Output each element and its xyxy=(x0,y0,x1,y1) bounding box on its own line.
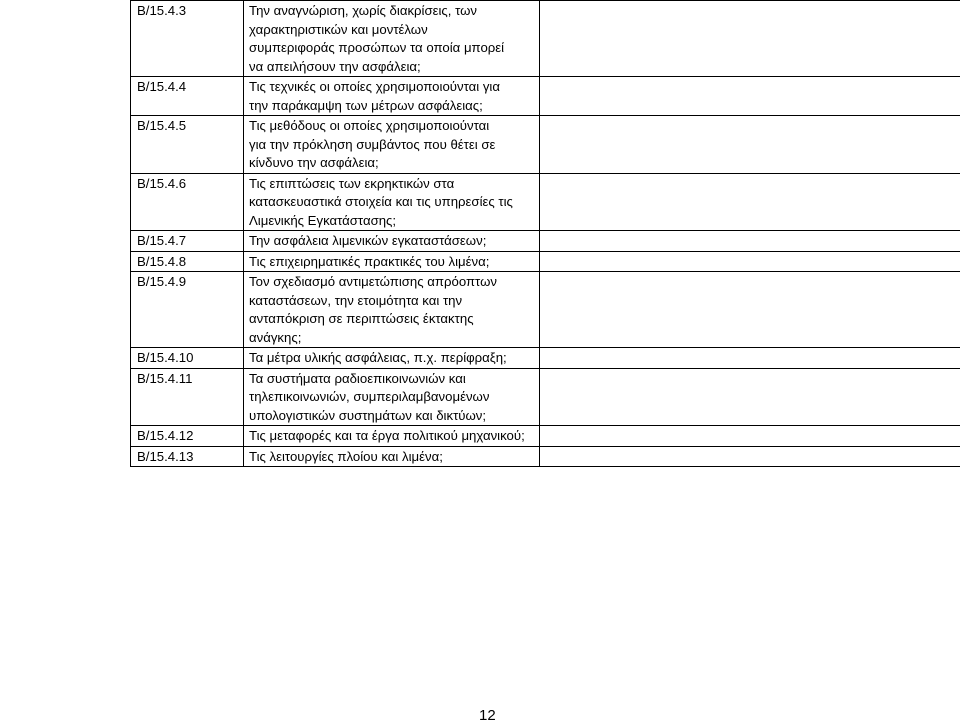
table-row xyxy=(131,272,960,348)
table-row xyxy=(131,446,960,467)
row-description-cell xyxy=(244,116,540,174)
row-description-line: Τις τεχνικές οι οποίες χρησιμοποιούνται για xyxy=(249,78,533,97)
row-empty-cell xyxy=(540,446,960,467)
row-description-line: Τα μέτρα υλικής ασφάλειας, π.χ. περίφραξη; xyxy=(249,349,533,368)
row-description-line: συμπεριφοράς προσώπων τα οποία μπορεί xyxy=(249,39,533,58)
row-code: B/15.4.9 xyxy=(137,274,186,289)
row-description-cell xyxy=(244,348,540,369)
row-description-cell xyxy=(244,251,540,272)
table-row xyxy=(131,426,960,447)
row-code: B/15.4.7 xyxy=(137,233,186,248)
row-description-line: Τις λειτουργίες πλοίου και λιμένα; xyxy=(249,448,533,467)
row-code-cell xyxy=(131,446,244,467)
row-description-line: υπολογιστικών συστημάτων και δικτύων; xyxy=(249,407,533,426)
row-empty-cell xyxy=(540,1,960,77)
table-row xyxy=(131,251,960,272)
row-empty-cell xyxy=(540,426,960,447)
row-code-cell xyxy=(131,1,244,77)
row-empty-cell xyxy=(540,231,960,252)
row-code: B/15.4.13 xyxy=(137,449,193,464)
table-row xyxy=(131,368,960,426)
row-code-cell xyxy=(131,116,244,174)
row-code-cell xyxy=(131,231,244,252)
row-description-line: κατασκευαστικά στοιχεία και τις υπηρεσίες τις xyxy=(249,193,533,212)
row-code: B/15.4.11 xyxy=(137,371,192,386)
row-code-cell xyxy=(131,251,244,272)
row-code: B/15.4.5 xyxy=(137,118,186,133)
row-description-line: Την αναγνώριση, χωρίς διακρίσεις, των xyxy=(249,2,533,21)
row-description-line: ανταπόκριση σε περιπτώσεις έκτακτης xyxy=(249,310,533,329)
row-description-cell xyxy=(244,77,540,116)
table-row xyxy=(131,1,960,77)
row-code: B/15.4.6 xyxy=(137,176,186,191)
row-description-line: Λιμενικής Εγκατάστασης; xyxy=(249,212,533,231)
row-code: B/15.4.12 xyxy=(137,428,193,443)
row-code: B/15.4.3 xyxy=(137,3,186,18)
row-description-line: να απειλήσουν την ασφάλεια; xyxy=(249,58,533,77)
row-description-line: Τις μεθόδους οι οποίες χρησιμοποιούνται xyxy=(249,117,533,136)
row-code-cell xyxy=(131,77,244,116)
row-code-cell xyxy=(131,173,244,231)
row-description-line: Τις επιχειρηματικές πρακτικές του λιμένα; xyxy=(249,253,533,272)
row-description-line: καταστάσεων, την ετοιμότητα και την xyxy=(249,292,533,311)
row-description-line: Τον σχεδιασμό αντιμετώπισης απρόοπτων xyxy=(249,273,533,292)
row-description-cell xyxy=(244,231,540,252)
row-code: B/15.4.10 xyxy=(137,350,193,365)
row-description-line: χαρακτηριστικών και μοντέλων xyxy=(249,21,533,40)
row-description-cell xyxy=(244,446,540,467)
row-code-cell xyxy=(131,272,244,348)
row-description-line: Τις μεταφορές και τα έργα πολιτικού μηχανικού; xyxy=(249,427,533,446)
row-description-line: για την πρόκληση συμβάντος που θέτει σε xyxy=(249,136,533,155)
table-row xyxy=(131,348,960,369)
page-number: 12 xyxy=(479,707,496,724)
row-code: B/15.4.8 xyxy=(137,254,186,269)
row-description-cell xyxy=(244,1,540,77)
row-description-line: Τις επιπτώσεις των εκρηκτικών στα xyxy=(249,175,533,194)
table-row xyxy=(131,116,960,174)
row-empty-cell xyxy=(540,251,960,272)
row-description-line: Την ασφάλεια λιμενικών εγκαταστάσεων; xyxy=(249,232,533,251)
row-code-cell xyxy=(131,348,244,369)
row-empty-cell xyxy=(540,348,960,369)
table-row xyxy=(131,231,960,252)
row-description-cell xyxy=(244,272,540,348)
table-row xyxy=(131,77,960,116)
row-description-line: ανάγκης; xyxy=(249,329,533,348)
row-code: B/15.4.4 xyxy=(137,79,186,94)
row-empty-cell xyxy=(540,116,960,174)
row-description-cell xyxy=(244,368,540,426)
row-code-cell xyxy=(131,368,244,426)
row-description-line: κίνδυνο την ασφάλεια; xyxy=(249,154,533,173)
row-description-line: Τα συστήματα ραδιοεπικοινωνιών και xyxy=(249,370,533,389)
row-description-cell xyxy=(244,173,540,231)
table-row xyxy=(131,173,960,231)
row-description-line: την παράκαμψη των μέτρων ασφάλειας; xyxy=(249,97,533,116)
requirements-table-body xyxy=(131,1,960,467)
row-description-cell xyxy=(244,426,540,447)
row-code-cell xyxy=(131,426,244,447)
requirements-table xyxy=(130,0,960,467)
row-empty-cell xyxy=(540,368,960,426)
row-description-line: τηλεπικοινωνιών, συμπεριλαμβανομένων xyxy=(249,388,533,407)
row-empty-cell xyxy=(540,173,960,231)
row-empty-cell xyxy=(540,272,960,348)
row-empty-cell xyxy=(540,77,960,116)
